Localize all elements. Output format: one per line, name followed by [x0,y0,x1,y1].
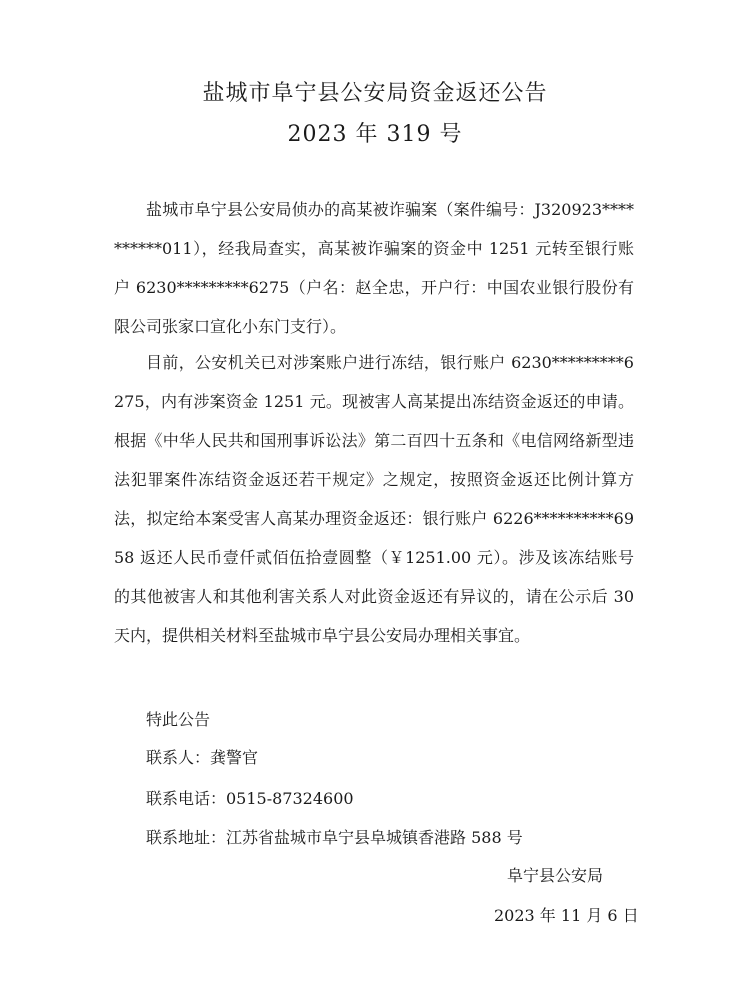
body-paragraph-case: 盐城市阜宁县公安局侦办的高某被诈骗案（案件编号：J320923**********011），经我局查实，高某被诈骗案的资金中 1251 元转至银行账户 6230*********6275（户名：赵全忠，开户行：中国农业银行股份有限公司张家口宣化小东门支行）。 [114,200,634,336]
notice-number: 2023 年 319 号 [287,122,463,147]
contact-phone: 联系电话：0515-87324600 [146,789,354,808]
contact-person: 联系人：龚警官 [146,748,259,767]
signature-organization: 阜宁县公安局 [507,866,604,885]
signature-date: 2023 年 11 月 6 日 [494,906,639,925]
contact-address: 联系地址：江苏省盐城市阜宁县阜城镇香港路 588 号 [146,828,523,847]
closing-statement: 特此公告 [146,710,211,729]
body-paragraph-refund: 目前，公安机关已对涉案账户进行冻结，银行账户 6230*********6275，内有涉案资金 1251 元。现被害人高某提出冻结资金返还的申请。根据《中华人民共和国刑事诉讼法》第二百四十五条和《电信网络新型违法犯罪案件冻结资金返还若干规定》之规定，按照资金返还比例计算方法，拟定给本案受害人高某办理资金返还：银行账户 6226**********6958 返还人民币壹仟贰佰伍拾壹圆整（￥1251.00 元）。涉及该冻结账号的其他被害人和其他利害关系人对此资金返还有异议的，请在公示后 30 天内，提供相关材料至盐城市阜宁县公安局办理相关事宜。 [114,353,634,645]
notice-title: 盐城市阜宁县公安局资金返还公告 [202,81,548,106]
